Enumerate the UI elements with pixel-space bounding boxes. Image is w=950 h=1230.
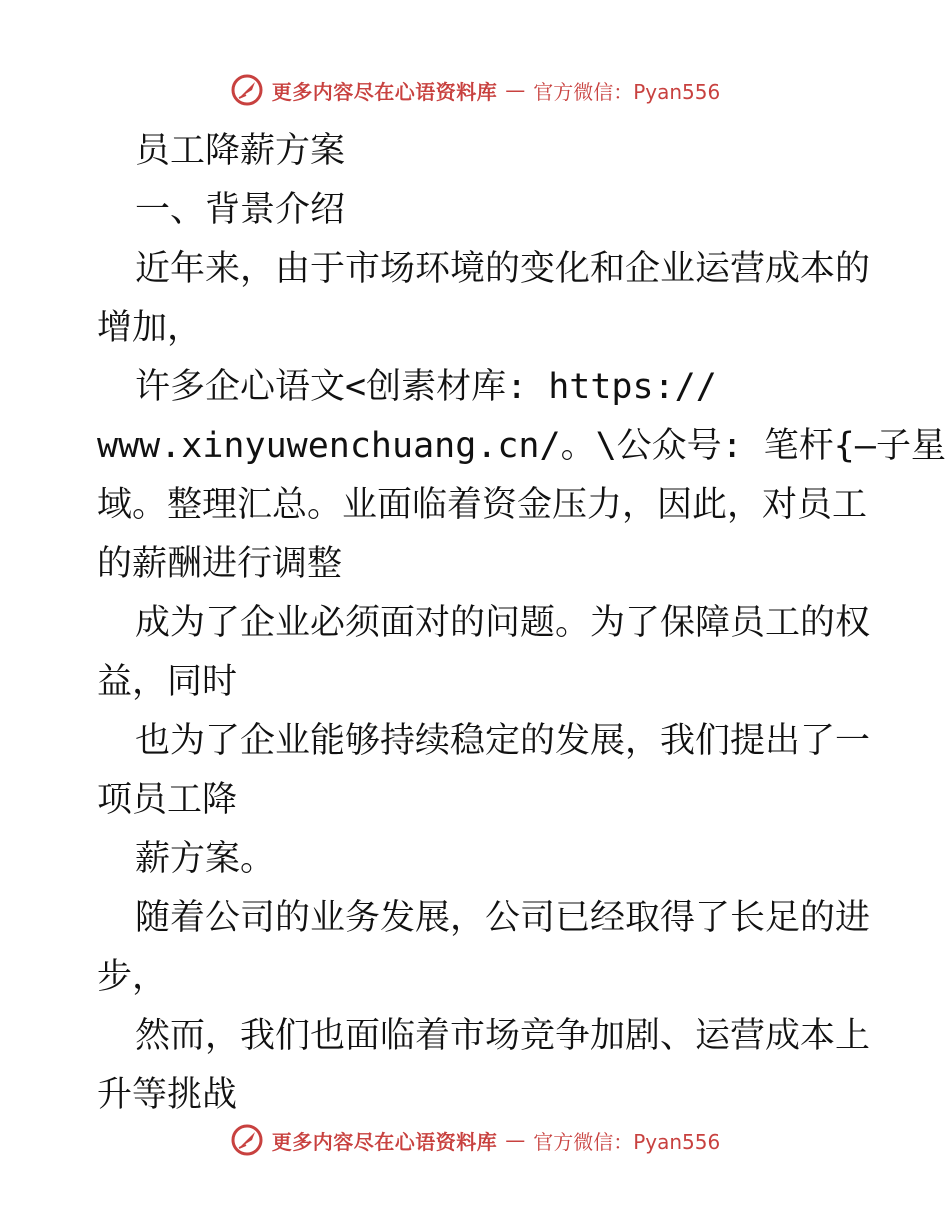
paragraph-line: 近年来，由于市场环境的变化和企业运营成本的 [135, 249, 871, 289]
quill-logo-icon [230, 73, 264, 107]
header-watermark-banner [0, 70, 950, 110]
paragraph-line: 增加， [97, 308, 203, 348]
footer-watermark-banner [0, 1120, 950, 1160]
banner-contact-text: 官方微信：Pyan556 [533, 1129, 721, 1154]
quill-logo-icon [230, 1123, 264, 1157]
paragraph-line: 然而，我们也面临着市场竞争加剧、运营成本上 [135, 1016, 871, 1056]
paragraph-line: 域。整理汇总。业面临着资金压力，因此，对员工 [97, 485, 868, 525]
paragraph-line: 也为了企业能够持续稳定的发展，我们提出了一 [135, 721, 871, 761]
banner-contact-text: 官方微信：Pyan556 [533, 79, 721, 104]
paragraph-line: 项员工降 [97, 780, 238, 820]
paragraph-line: 升等挑战 [97, 1075, 238, 1115]
banner-dash: — [505, 1128, 526, 1152]
banner-brand-text: 更多内容尽在心语资料库 [271, 1129, 498, 1154]
document-body [97, 122, 946, 1125]
section-heading: 一、背景介绍 [135, 190, 346, 230]
paragraph-line: 步， [97, 957, 168, 997]
paragraph-line: 益，同时 [97, 662, 238, 702]
paragraph-line: 成为了企业必须面对的问题。为了保障员工的权 [135, 603, 871, 643]
paragraph-line: www.xinyuwenchuang.cn/。\公众号: 笔杆{—子星 [97, 426, 946, 466]
document-title: 员工降薪方案 [135, 131, 346, 171]
paragraph-line: 随着公司的业务发展，公司已经取得了长足的进 [135, 898, 871, 938]
paragraph-line: 薪方案。 [135, 839, 276, 879]
paragraph-line: 的薪酬进行调整 [97, 544, 343, 584]
paragraph-line: 许多企心语文<创素材库: https:// [135, 367, 717, 407]
banner-brand-text: 更多内容尽在心语资料库 [271, 79, 498, 104]
banner-dash: — [505, 78, 526, 102]
